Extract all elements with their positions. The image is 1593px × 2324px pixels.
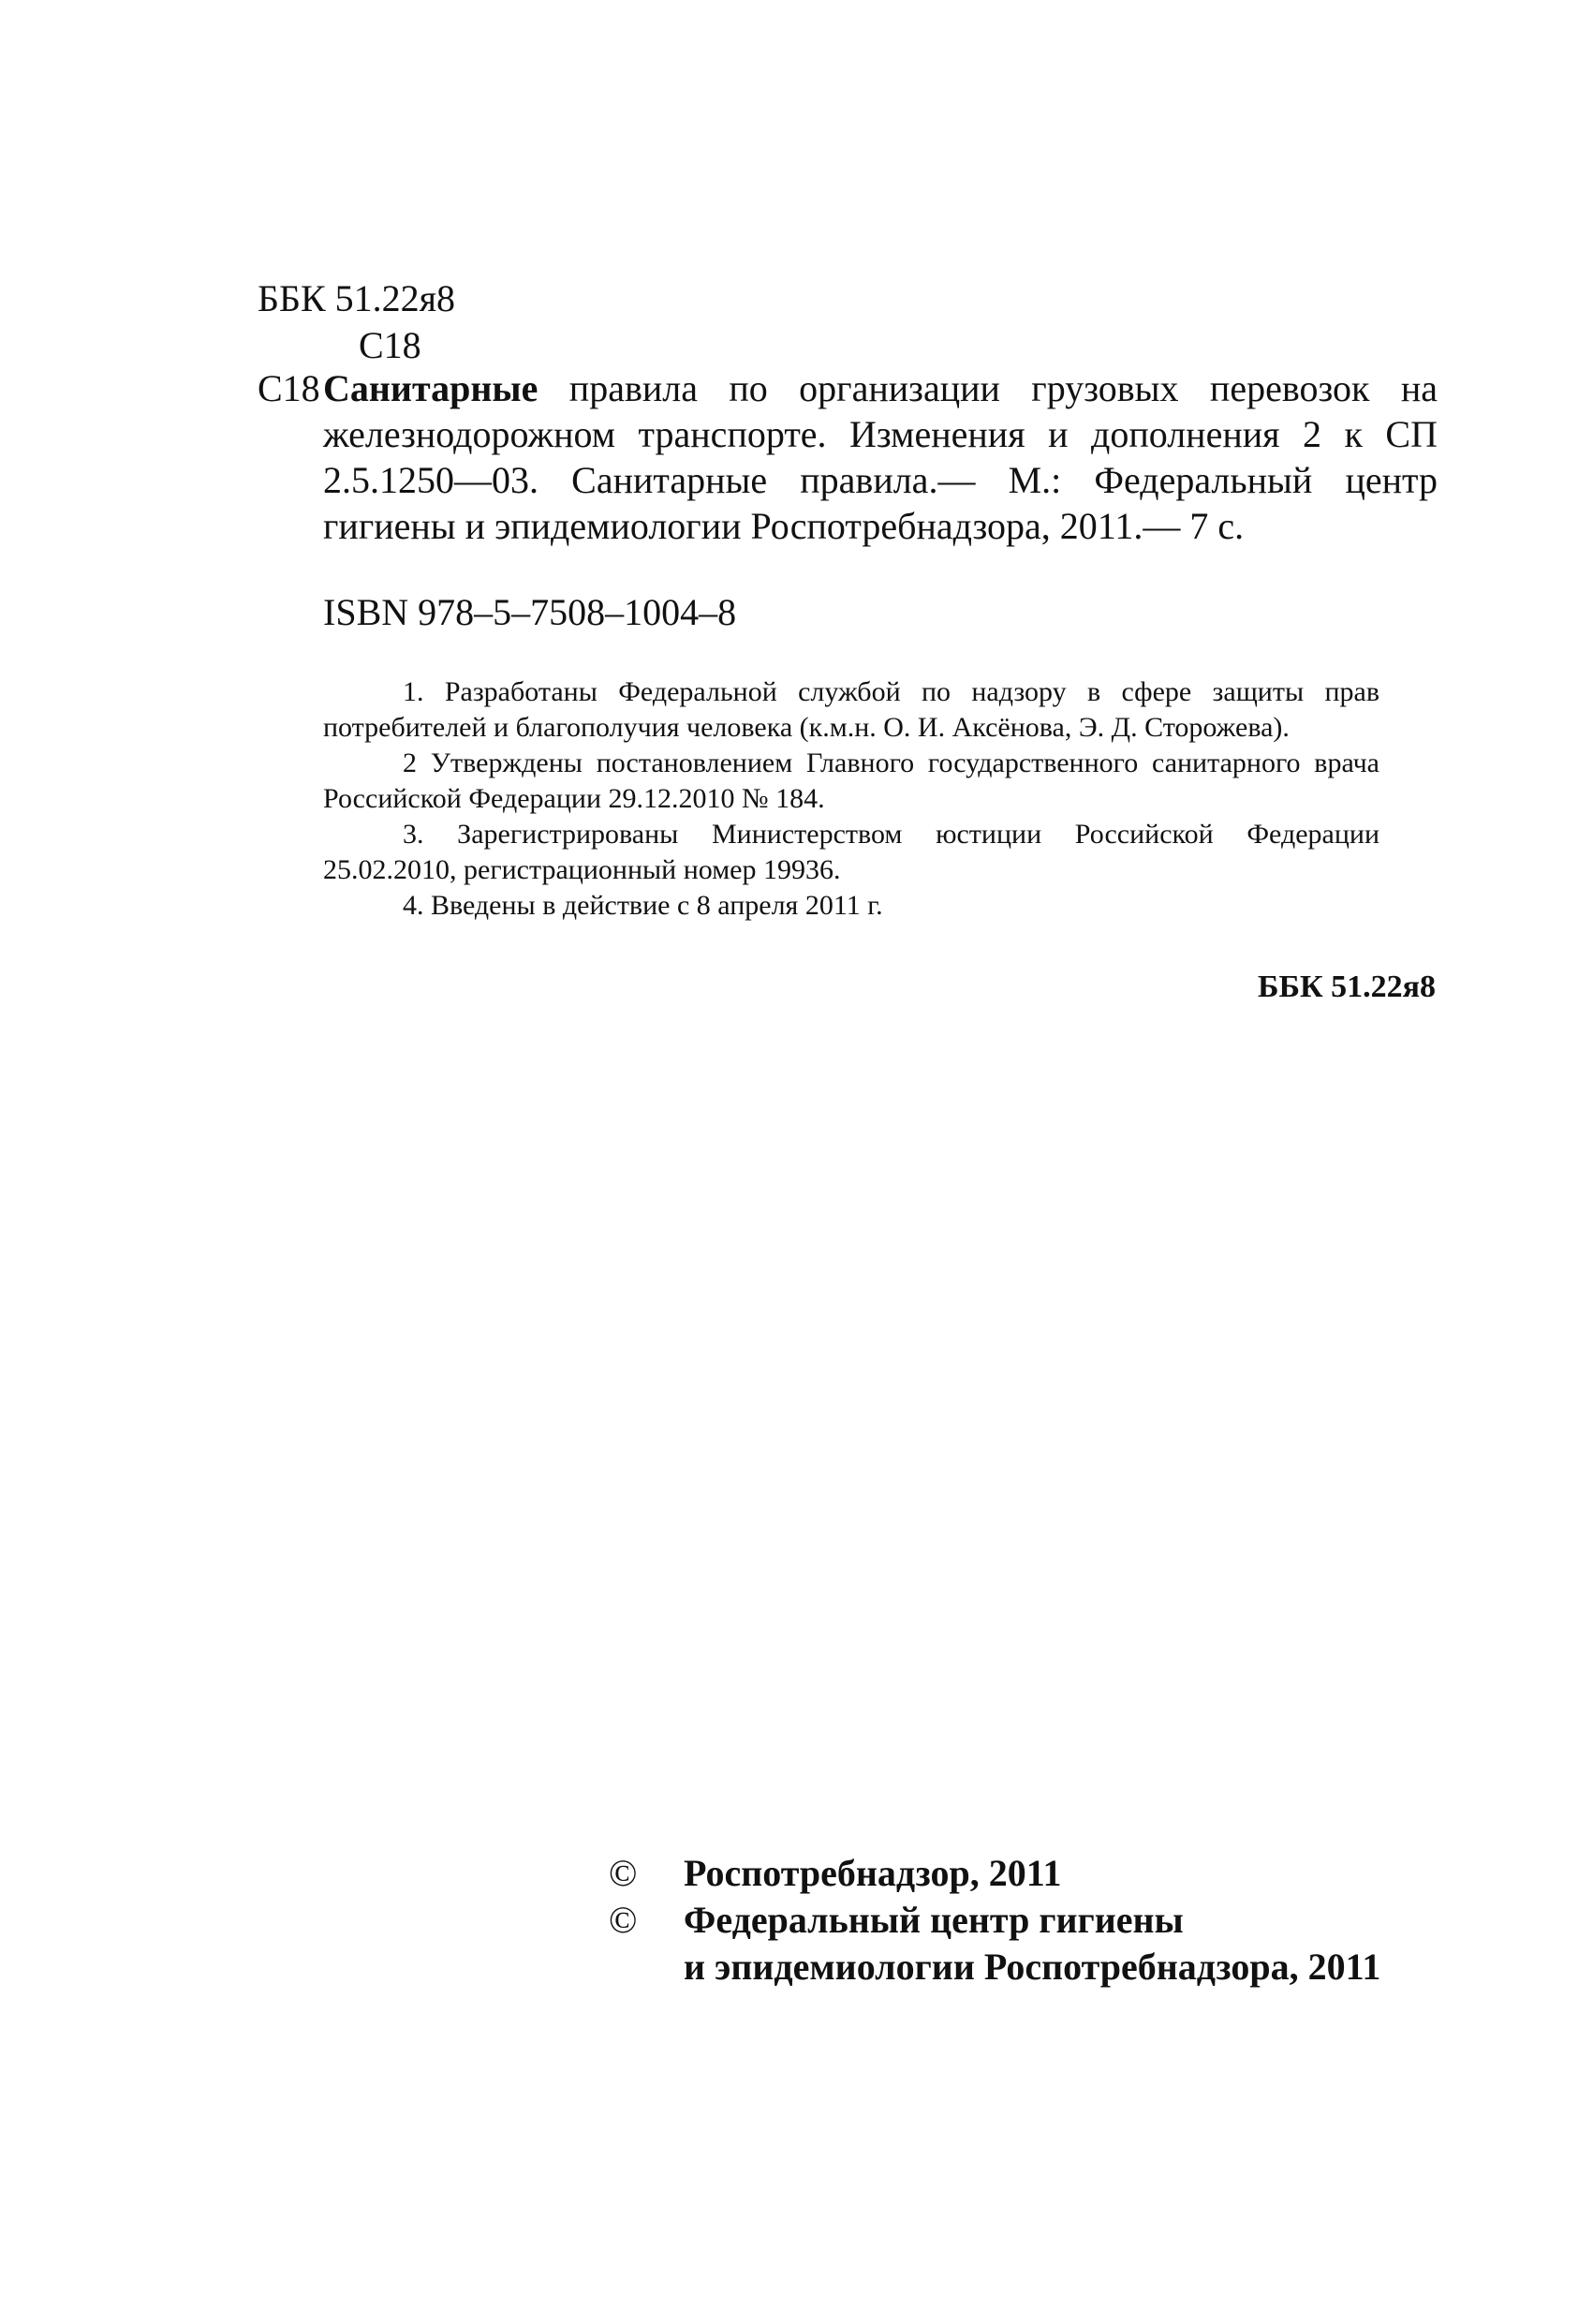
copyright-row-2	[609, 1897, 1380, 1944]
author-mark: С18	[359, 324, 421, 366]
bbk-code-top: ББК 51.22я8	[258, 277, 456, 319]
entry-author-mark: С18	[258, 367, 320, 409]
copyright-holder-2: Федеральный центр гигиены	[684, 1899, 1184, 1941]
isbn: ISBN 978–5–7508–1004–8	[323, 591, 737, 633]
bibliographic-entry	[258, 365, 1438, 549]
bbk-code-right: ББК 51.22я8	[1257, 970, 1436, 1004]
note-item-3: 3. Зарегистрированы Министерством юстиции Российской Федерации 25.02.2010, регистрационный номер 19936.	[323, 819, 1379, 885]
entry-description: правила по организации грузовых перевозок на железнодорожном транспорте. Изменения и дополнения 2 к СП 2.5.1250—03. Санитарные правила.— М.: Федеральный центр гигиены и эпидемиологии Роспотребнадзора, 2011.— 7 с.	[323, 367, 1438, 547]
copyright-symbol: ©	[609, 1899, 638, 1941]
copyright-holder-2-cont: и эпидемиологии Роспотребнадзора, 2011	[684, 1946, 1381, 1988]
copyright-holder-1: Роспотребнадзор, 2011	[684, 1852, 1062, 1894]
note-item-2: 2 Утверждены постановлением Главного государственного санитарного врача Российской Федерации 29.12.2010 № 184.	[323, 748, 1379, 814]
annotation-notes	[323, 674, 1379, 924]
entry-text	[323, 365, 1438, 549]
copyright-row-3	[609, 1944, 1380, 1991]
note-item-4: 4. Введены в действие с 8 апреля 2011 г.	[403, 890, 883, 921]
copyright-row-1	[609, 1850, 1380, 1897]
note-item-1: 1. Разработаны Федеральной службой по надзору в сфере защиты прав потребителей и благополучия человека (к.м.н. О. И. Аксёнова, Э. Д. Сторожева).	[323, 676, 1379, 743]
entry-title-bold: Санитарные	[323, 367, 538, 409]
copyright-block	[609, 1850, 1380, 1991]
copyright-symbol: ©	[609, 1852, 638, 1894]
